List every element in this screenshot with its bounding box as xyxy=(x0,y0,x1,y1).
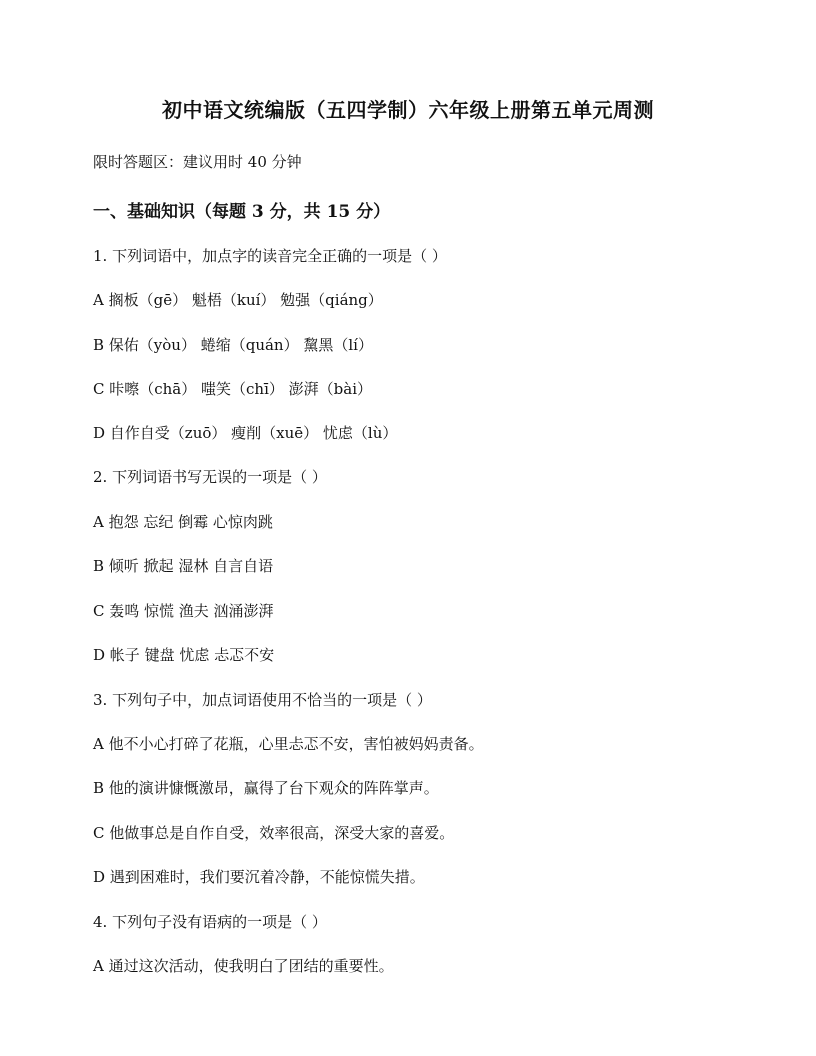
question-option: C 轰鸣 惊慌 渔夫 汹涌澎湃 xyxy=(93,602,274,620)
question-option: A 搁板（gē） 魁梧（kuí） 勉强（qiáng） xyxy=(93,291,383,309)
question-option: C 他做事总是自作自受，效率很高，深受大家的喜爱。 xyxy=(93,824,455,842)
question-option: B 保佑（yòu） 蜷缩（quán） 黧黑（lí） xyxy=(93,336,373,354)
question-option: D 帐子 键盘 忧虑 忐忑不安 xyxy=(93,646,275,664)
question-option: A 通过这次活动，使我明白了团结的重要性。 xyxy=(93,957,394,975)
question-option: B 倾听 掀起 湿林 自言自语 xyxy=(93,557,274,575)
question-option: D 自作自受（zuō） 瘦削（xuē） 忧虑（lù） xyxy=(93,424,398,442)
question-stem: 1. 下列词语中，加点字的读音完全正确的一项是（ ） xyxy=(93,247,447,265)
question-option: D 遇到困难时，我们要沉着冷静，不能惊慌失措。 xyxy=(93,868,425,886)
question-stem: 2. 下列词语书写无误的一项是（ ） xyxy=(93,468,327,486)
page-title: 初中语文统编版（五四学制）六年级上册第五单元周测 xyxy=(162,98,654,122)
question-option: B 他的演讲慷慨激昂，赢得了台下观众的阵阵掌声。 xyxy=(93,779,439,797)
question-stem: 4. 下列句子没有语病的一项是（ ） xyxy=(93,913,327,931)
question-option: C 咔嚓（chā） 嗤笑（chī） 澎湃（bài） xyxy=(93,380,372,398)
question-stem: 3. 下列句子中，加点词语使用不恰当的一项是（ ） xyxy=(93,691,432,709)
question-option: A 抱怨 忘纪 倒霉 心惊肉跳 xyxy=(93,513,273,531)
section-heading: 一、基础知识（每题 3 分，共 15 分） xyxy=(93,202,391,222)
question-option: A 他不小心打碎了花瓶，心里忐忑不安，害怕被妈妈责备。 xyxy=(93,735,484,753)
time-note: 限时答题区：建议用时 40 分钟 xyxy=(93,153,302,171)
